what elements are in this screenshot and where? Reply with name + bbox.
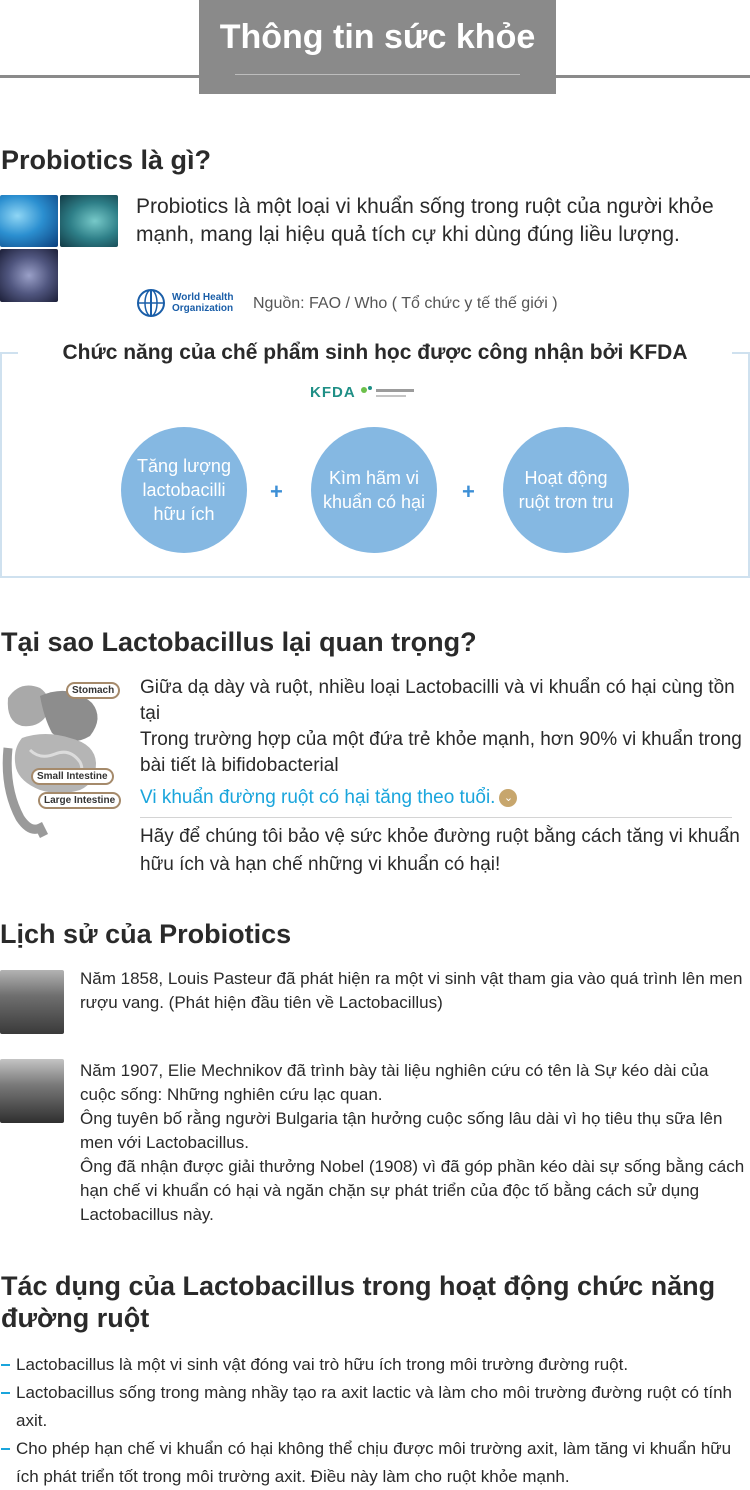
importance-paragraph-2: Trong trường hợp của một đứa trẻ khỏe mạnh, hơn 90% vi khuẩn trong bài tiết là bifidobacterial <box>140 729 742 776</box>
who-logo-icon <box>136 288 166 318</box>
kfda-title: Chức năng của chế phẩm sinh học được công nhận bởi KFDA <box>62 341 688 364</box>
section-title-effects: Tác dụng của Lactobacillus trong hoạt động chức năng đường ruột <box>1 1271 716 1333</box>
banner-underline <box>235 74 520 75</box>
effects-list <box>0 1351 750 1490</box>
kfda-logo-text: KFDA <box>310 384 356 401</box>
who-logo-text: World Health Organization <box>172 292 234 314</box>
function-circle-3 <box>503 427 629 553</box>
function-label-1: Tăng lượng lactobacilli hữu ích <box>137 456 231 524</box>
divider <box>140 817 732 818</box>
list-item: Lactobacillus là một vi sinh vật đóng vai trò hữu ích trong môi trường đường ruột. <box>0 1351 750 1379</box>
importance-paragraph-1: Giữa dạ dày và ruột, nhiều loại Lactobacilli và vi khuẩn có hại cùng tồn tại <box>140 677 735 724</box>
function-circle-2 <box>311 427 437 553</box>
plus-icon: + <box>462 479 475 504</box>
harmful-note-text: Vi khuẩn đường ruột có hại tăng theo tuổi. <box>140 787 496 808</box>
history-entry-1: Năm 1858, Louis Pasteur đã phát hiện ra một vi sinh vật tham gia vào quá trình lên men rượu vang. (Phát hiện đầu tiên về Lactobacillus) <box>80 969 743 1012</box>
probiotics-description: Probiotics là một loại vi khuẩn sống trong ruột của người khỏe mạnh, mang lại hiệu quả tích cự khi dùng đúng liều lượng. <box>136 195 714 246</box>
chevron-down-icon[interactable]: ⌄ <box>499 789 517 807</box>
section-title-history: Lịch sử của Probiotics <box>0 919 292 949</box>
list-item: Cho phép hạn chế vi khuẩn có hại không thể chịu được môi trường axit, làm tăng vi khuẩn hữu ích phát triển tốt trong môi trường axit. Điều này làm cho ruột khỏe mạnh. <box>0 1435 750 1490</box>
kfda-leaf-icon <box>360 385 416 401</box>
history-entry-2-line-2: Ông tuyên bố rằng người Bulgaria tận hưởng cuộc sống lâu dài vì họ tiêu thụ sữa lên men với Lactobacillus. <box>80 1109 723 1152</box>
section-title-probiotics: Probiotics là gì? <box>1 145 212 175</box>
stomach-label: Stomach <box>66 682 120 699</box>
importance-text <box>140 675 750 779</box>
source-note: Nguồn: FAO / Who ( Tổ chức y tế thế giới ) <box>253 295 558 312</box>
section-title-importance: Tại sao Lactobacillus lại quan trọng? <box>1 627 477 657</box>
history-entry-2-line-1: Năm 1907, Elie Mechnikov đã trình bày tài liệu nghiên cứu có tên là Sự kéo dài của cuộc sống: Những nghiên cứu lạc quan. <box>80 1061 709 1104</box>
list-item: Lactobacillus sống trong màng nhầy tạo ra axit lactic và làm cho môi trường đường ruột có tính axit. <box>0 1379 750 1435</box>
bacteria-image-3 <box>0 249 58 302</box>
bacteria-image-2 <box>60 195 118 247</box>
digestive-system-icon <box>0 678 130 838</box>
history-entry-2 <box>80 1059 748 1227</box>
portrait-pasteur <box>0 970 64 1034</box>
plus-icon: + <box>270 479 283 504</box>
bacteria-image-1 <box>0 195 58 247</box>
large-intestine-label: Large Intestine <box>38 792 121 809</box>
small-intestine-label: Small Intestine <box>31 768 114 785</box>
function-label-2: Kìm hãm vi khuẩn có hại <box>322 468 426 512</box>
function-circle-1 <box>121 427 247 553</box>
protect-text: Hãy để chúng tôi bảo vệ sức khỏe đường ruột bằng cách tăng vi khuẩn hữu ích và hạn chế những vi khuẩn có hại! <box>140 826 740 875</box>
harmful-note[interactable] <box>140 787 517 809</box>
kfda-logo <box>310 384 440 402</box>
function-label-3: Hoạt động ruột trơn tru <box>518 468 614 512</box>
history-entry-2-line-3: Ông đã nhận được giải thưởng Nobel (1908) vì đã góp phần kéo dài sự sống bằng cách hạn chế vi khuẩn có hại và ngăn chặn sự phát triển của độc tố bằng cách sử dụng Lactobacillus này. <box>80 1157 745 1224</box>
header-banner <box>199 0 556 94</box>
portrait-mechnikov <box>0 1059 64 1123</box>
page-title: Thông tin sức khỏe <box>219 18 536 56</box>
